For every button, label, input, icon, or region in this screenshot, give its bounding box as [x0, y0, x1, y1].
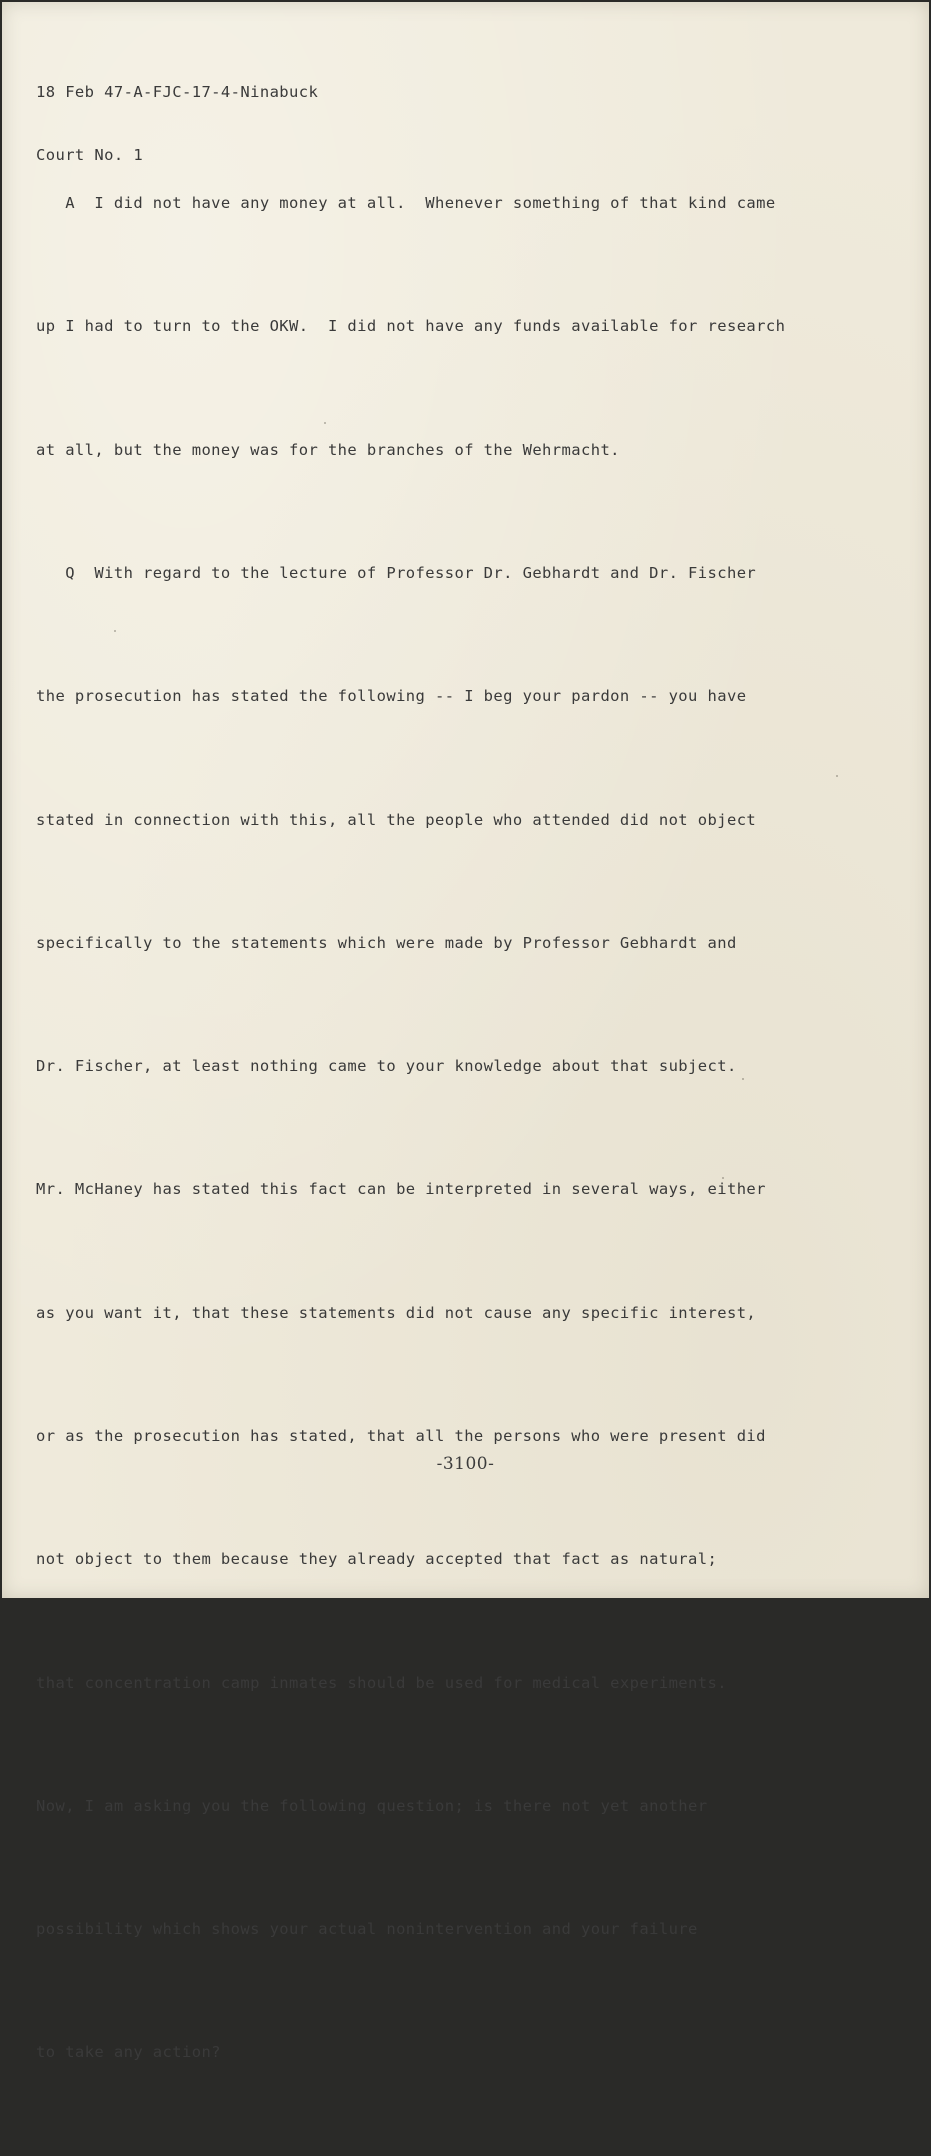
transcript-line: Q With regard to the lecture of Professor Dr. Gebhardt and Dr. Fischer — [36, 564, 757, 583]
transcript-line: up I had to turn to the OKW. I did not have any funds available for research — [36, 317, 786, 336]
transcript-line: possibility which shows your actual nonintervention and your failure — [36, 1920, 698, 1939]
paper-speck — [324, 422, 326, 424]
transcript-line: Mr. McHaney has stated this fact can be interpreted in several ways, either — [36, 1180, 766, 1199]
page-number: -3100- — [436, 1454, 495, 1474]
transcript-line: Dr. Fischer, at least nothing came to your knowledge about that subject. — [36, 1057, 737, 1076]
transcript-line: not object to them because they already accepted that fact as natural; — [36, 1550, 718, 1569]
paper-speck — [742, 1078, 744, 1080]
transcript-line: to take any action? — [36, 2043, 221, 2062]
transcript-line: the prosecution has stated the following -- I beg your pardon -- you have — [36, 687, 747, 706]
paper-speck — [114, 630, 116, 632]
transcript-line: as you want it, that these statements did not cause any specific interest, — [36, 1303, 757, 1322]
transcript-line: or as the prosecution has stated, that all the persons who were present did — [36, 1427, 766, 1445]
transcript-line: that concentration camp inmates should be used for medical experiments. — [36, 1673, 727, 1692]
transcript-line: Now, I am asking you the following question; is there not yet another — [36, 1796, 708, 1815]
paper-speck — [836, 775, 838, 777]
transcript-body — [36, 101, 785, 2156]
header-court-line: Court No. 1 — [36, 146, 144, 164]
transcript-line: at all, but the money was for the branches of the Wehrmacht. — [36, 440, 620, 459]
transcript-line: A I did not have any money at all. Whenever something of that kind came — [36, 194, 776, 213]
transcript-line: stated in connection with this, all the people who attended did not object — [36, 810, 757, 829]
document-page — [2, 2, 929, 2062]
header-reference-line: 18 Feb 47-A-FJC-17-4-Ninabuck — [36, 83, 319, 101]
transcript-line: specifically to the statements which were made by Professor Gebhardt and — [36, 933, 737, 952]
paper-speck — [722, 1177, 724, 1179]
